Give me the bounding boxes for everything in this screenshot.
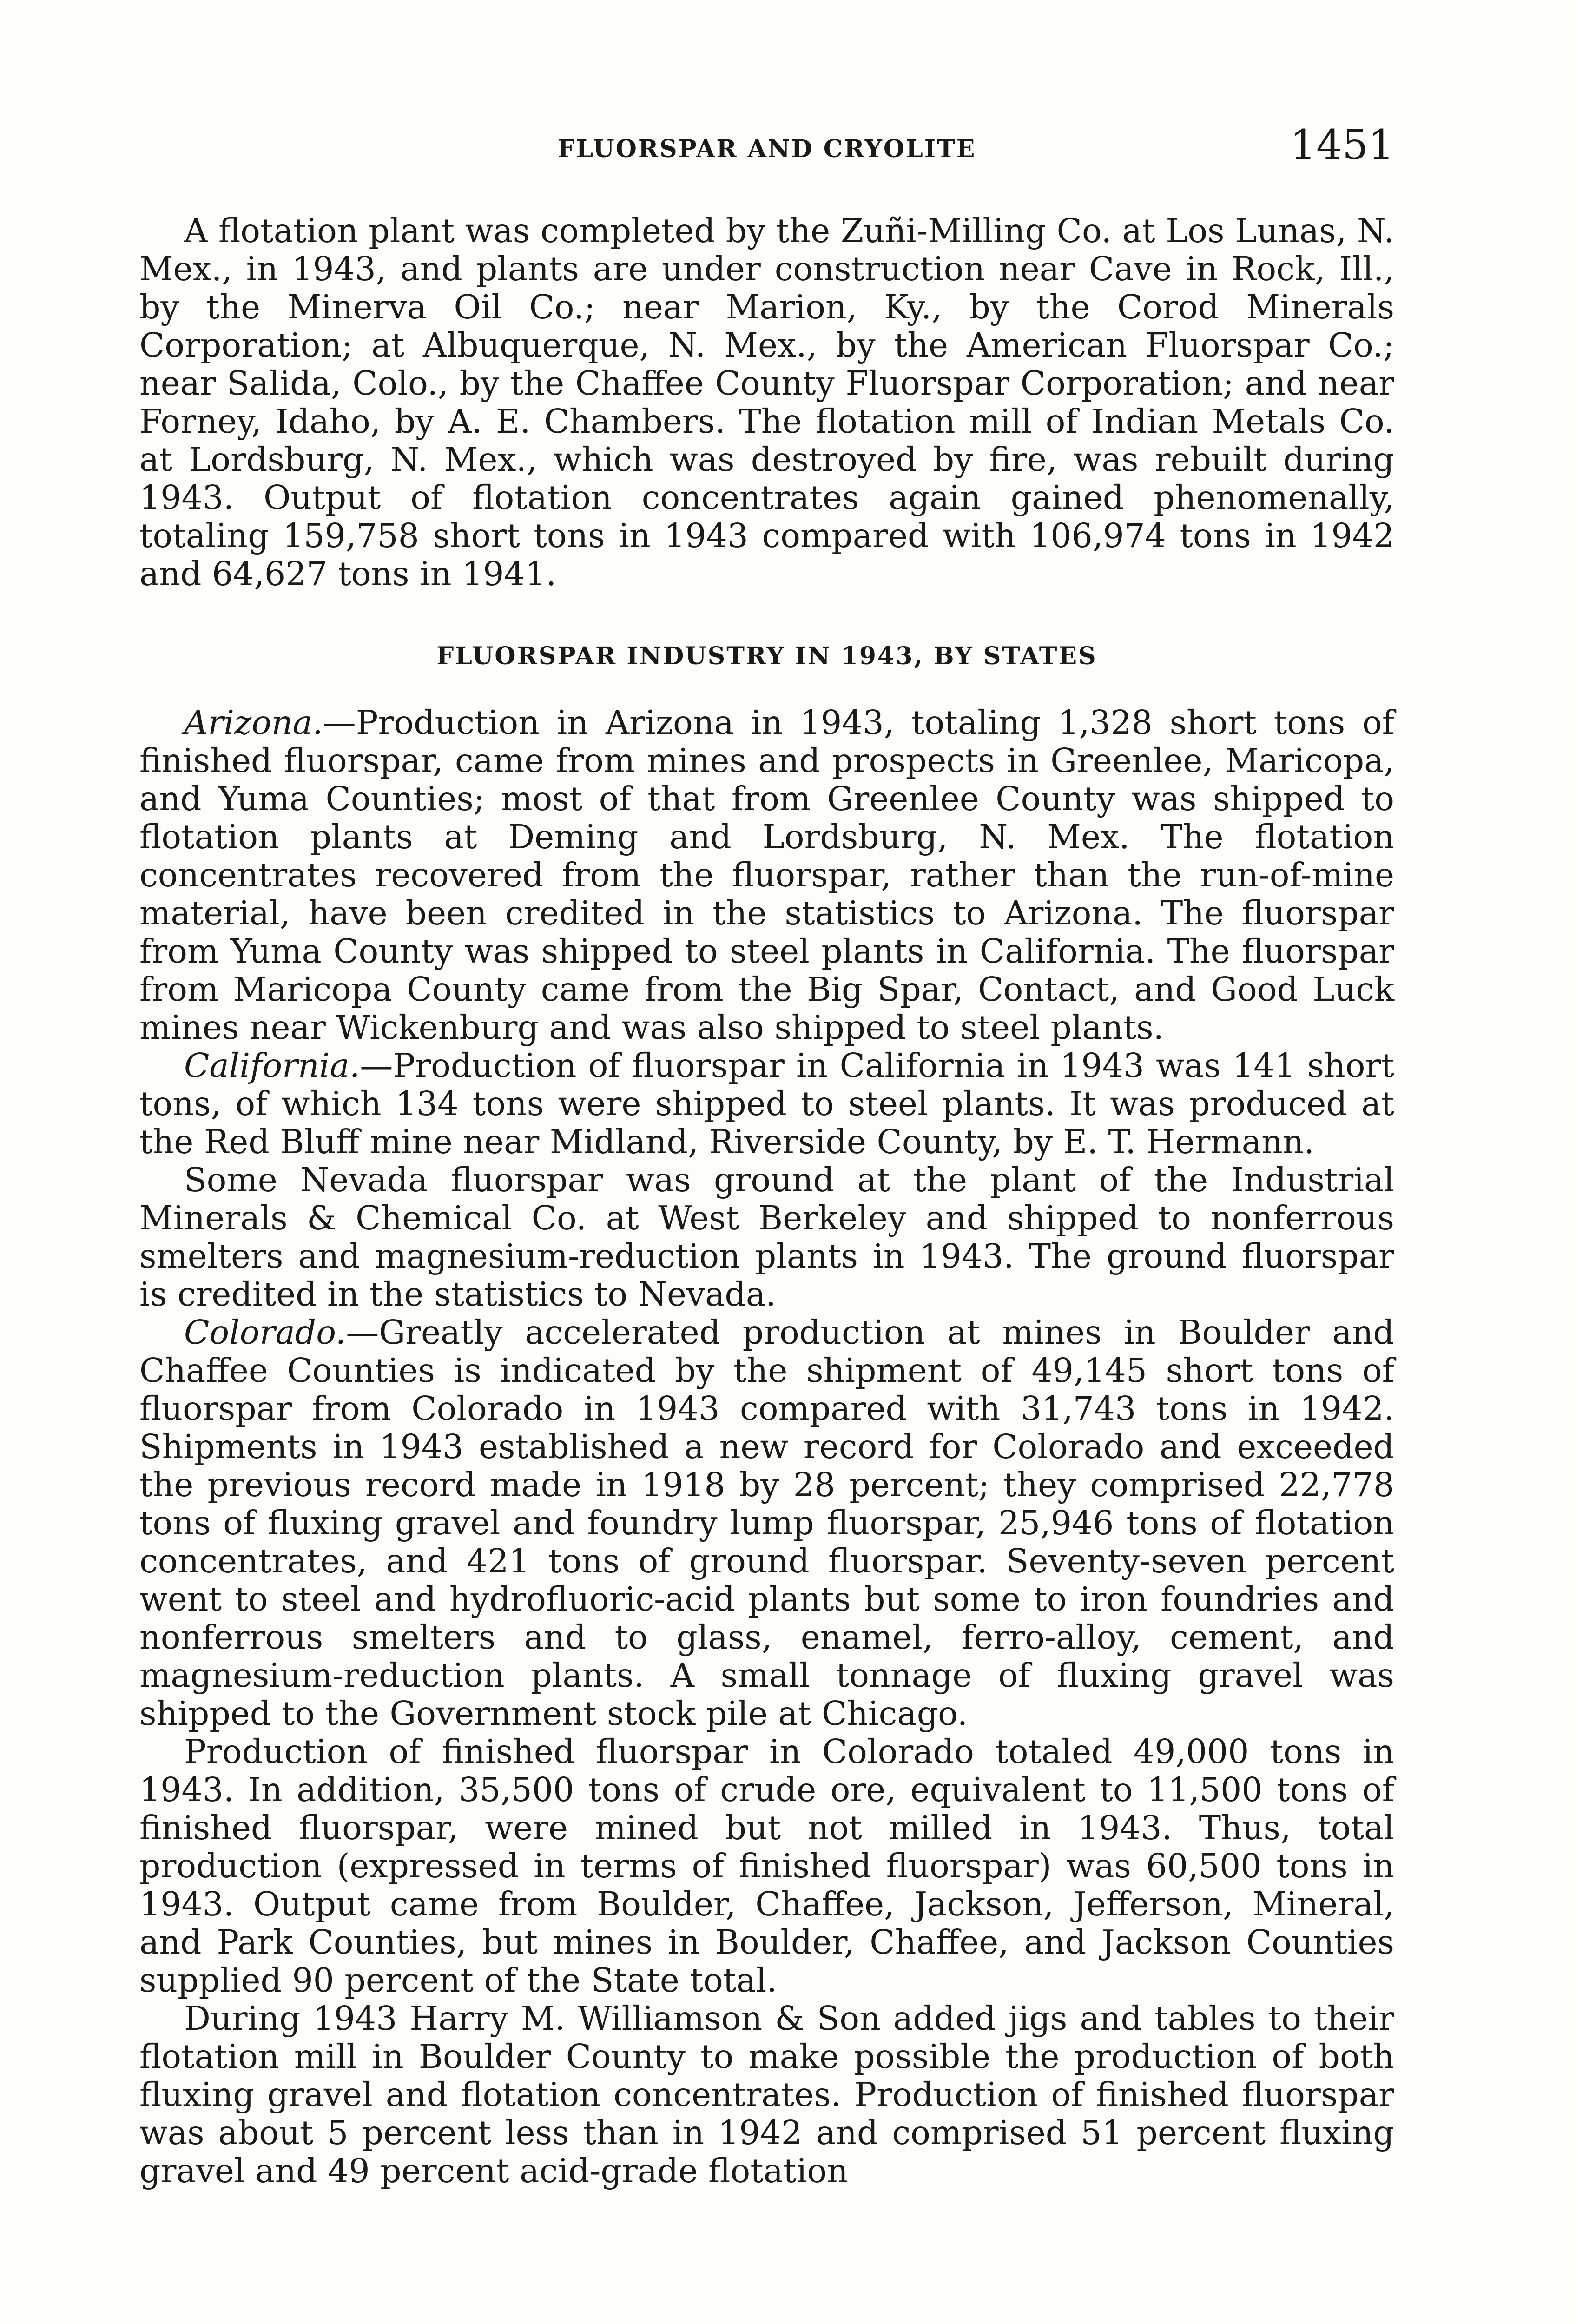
- williamson-paragraph: During 1943 Harry M. Williamson & Son added jigs and tables to their flotation mill in Boulder County to make possible the production of both fluxing gravel and flotation concentrates. Production of finished fluorspar was about 5 percent less than in 1942 and comprised 51 percent fluxing gravel and 49 percent acid-grade flotation: [139, 1999, 1394, 2190]
- colorado-production-paragraph: Production of finished fluorspar in Colorado totaled 49,000 tons in 1943. In addition, 35,500 tons of crude ore, equivalent to 11,500 tons of finished fluorspar, were mined but not milled in 1943. Thus, total production (expressed in terms of finished fluorspar) was 60,500 tons in 1943. Output came from Boulder, Chaffee, Jackson, Jefferson, Mineral, and Park Counties, but mines in Boulder, Chaffee, and Jackson Counties supplied 90 percent of the State total.: [139, 1732, 1394, 2000]
- state-name-colorado: Colorado.: [184, 1313, 346, 1352]
- intro-paragraph: A flotation plant was completed by the Zuñi-Milling Co. at Los Lunas, N. Mex., in 1943, and plants are under construction near Cave in Rock, Ill., by the Minerva Oil Co.; near Marion, Ky., by the Corod Minerals Corporation; at Albuquerque, N. Mex., by the American Fluorspar Co.; near Salida, Colo., by the Chaffee County Fluorspar Corporation; and near Forney, Idaho, by A. E. Chambers. The flotation mill of Indian Metals Co. at Lordsburg, N. Mex., which was destroyed by fire, was rebuilt during 1943. Output of flotation concentrates again gained phenomenally, totaling 159,758 short tons in 1943 compared with 106,974 tons in 1942 and 64,627 tons in 1941.: [139, 211, 1394, 593]
- california-text: —Production of fluorspar in California in 1943 was 141 short tons, of which 134 tons were shipped to steel plants. It was produced at the Red Bluff mine near Midland, Riverside County, by E. T. Hermann.: [139, 1046, 1394, 1161]
- state-name-california: California.: [184, 1046, 360, 1085]
- arizona-text: —Production in Arizona in 1943, totaling 1,328 short tons of finished fluorspar, came from mines and prospects in Greenlee, Maricopa, and Yuma Counties; most of that from Greenlee County was shipped to flotation plants at Deming and Lordsburg, N. Mex. The flotation concentrates recovered from the fluorspar, rather than the run-of-mine material, have been credited in the statistics to Arizona. The fluorspar from Yuma County was shipped to steel plants in California. The fluorspar from Maricopa County came from the Big Spar, Contact, and Good Luck mines near Wickenburg and was also shipped to steel plants.: [139, 703, 1394, 1047]
- arizona-paragraph: [139, 704, 1394, 1047]
- california-paragraph: [139, 1047, 1394, 1161]
- running-head: [139, 116, 1394, 172]
- state-name-arizona: Arizona.: [184, 703, 323, 742]
- page-number: 1451: [1290, 121, 1394, 169]
- colorado-text: —Greatly accelerated production at mines in Boulder and Chaffee Counties is indicated by the shipment of 49,145 short tons of fluorspar from Colorado in 1943 compared with 31,743 tons in 1942. Shipments in 1943 established a new record for Colorado and exceeded the previous record made in 1918 by 28 percent; they comprised 22,778 tons of fluxing gravel and foundry lump fluorspar, 25,946 tons of flotation concentrates, and 421 tons of ground fluorspar. Seventy-seven percent went to steel and hydrofluoric-acid plants but some to iron foundries and nonferrous smelters and to glass, enamel, ferro-alloy, cement, and magnesium-reduction plants. A small tonnage of fluxing gravel was shipped to the Government stock pile at Chicago.: [139, 1313, 1394, 1733]
- running-title: FLUORSPAR AND CRYOLITE: [557, 135, 976, 163]
- colorado-paragraph: [139, 1314, 1394, 1733]
- section-heading: FLUORSPAR INDUSTRY IN 1943, BY STATES: [436, 642, 1097, 670]
- nevada-note-paragraph: Some Nevada fluorspar was ground at the plant of the Industrial Minerals & Chemical Co. at West Berkeley and shipped to nonferrous smelters and magnesium-reduction plants in 1943. The ground fluorspar is credited in the statistics to Nevada.: [139, 1161, 1394, 1314]
- document-page: [139, 116, 1394, 2190]
